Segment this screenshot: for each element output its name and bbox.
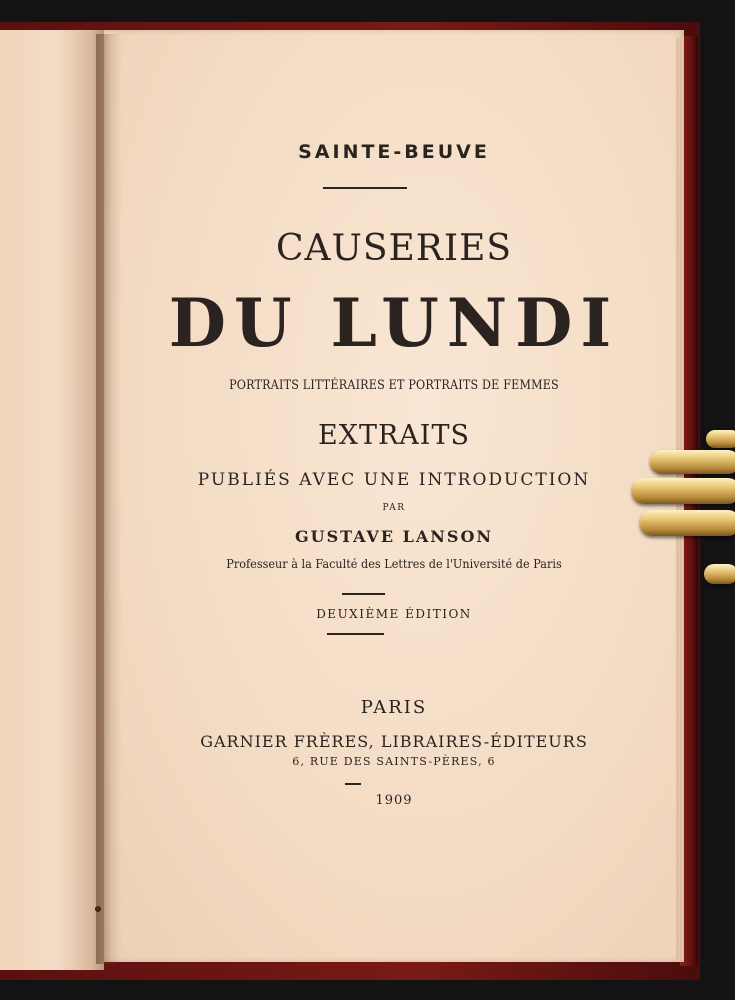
holder-finger-1 <box>706 430 735 448</box>
publisher-address: 6, RUE DES SAINTS-PÈRES, 6 <box>292 755 496 768</box>
rule-above-edition <box>342 593 385 595</box>
rule-above-year <box>345 783 361 785</box>
publication-year: 1909 <box>375 793 413 808</box>
gutter-shadow <box>96 34 122 964</box>
holder-finger-2 <box>650 450 735 474</box>
publisher-name: GARNIER FRÈRES, LIBRAIRES-ÉDITEURS <box>200 732 588 751</box>
editor-name: GUSTAVE LANSON <box>294 527 494 546</box>
left-page <box>0 30 104 970</box>
title-line-2: DU LUNDI <box>168 284 620 362</box>
rule-under-author <box>323 187 407 189</box>
holder-finger-5 <box>704 564 735 584</box>
author-name: SAINTE-BEUVE <box>298 141 490 163</box>
title-line-1: CAUSERIES <box>275 228 513 269</box>
publication-city: PARIS <box>360 697 428 718</box>
holder-finger-4 <box>640 510 735 536</box>
title-page <box>104 30 684 962</box>
subtitle: PORTRAITS LITTÉRAIRES ET PORTRAITS DE FEMMES <box>229 378 559 393</box>
par-label: PAR <box>382 503 406 513</box>
holder-finger-3 <box>632 478 735 504</box>
rule-below-edition <box>327 633 384 635</box>
gilt-page-holder <box>630 430 735 590</box>
extraits-heading: EXTRAITS <box>318 420 470 451</box>
published-with-intro: PUBLIÉS AVEC UNE INTRODUCTION <box>197 470 591 490</box>
edition-label: DEUXIÈME ÉDITION <box>316 607 472 621</box>
editor-affiliation: Professeur à la Faculté des Lettres de l'Université de Paris <box>226 556 562 571</box>
